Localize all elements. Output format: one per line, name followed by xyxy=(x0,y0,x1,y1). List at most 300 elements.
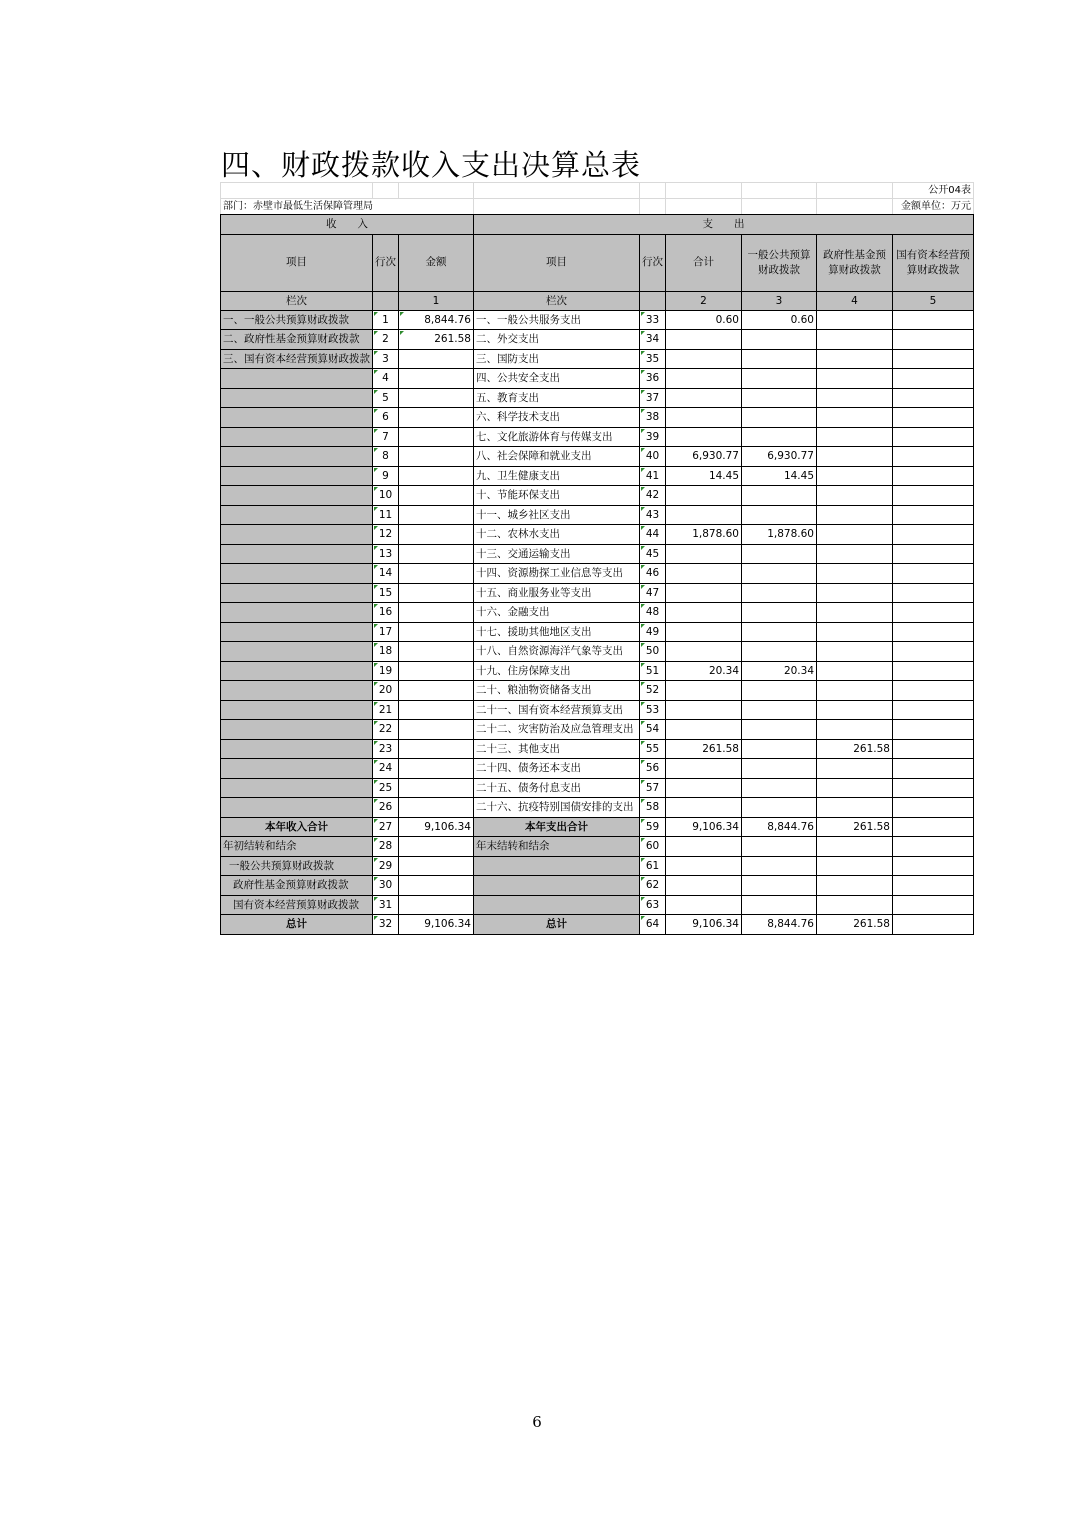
expense-item: 十六、金融支出 xyxy=(474,603,640,623)
expense-item xyxy=(474,856,640,876)
expense-line-no: 52 xyxy=(640,681,666,701)
income-line-no: 19 xyxy=(373,661,399,681)
gov-fund-amount: 261.58 xyxy=(817,817,893,837)
income-item xyxy=(221,700,373,720)
state-capital-amount xyxy=(893,330,974,350)
column-index: 5 xyxy=(893,291,974,310)
income-item xyxy=(221,778,373,798)
expense-item: 总计 xyxy=(474,915,640,935)
expense-line-no: 49 xyxy=(640,622,666,642)
col-header-total: 合计 xyxy=(666,234,742,291)
expense-item: 十九、住房保障支出 xyxy=(474,661,640,681)
gov-fund-amount xyxy=(817,603,893,623)
carryover-row xyxy=(221,856,974,876)
income-line-no: 23 xyxy=(373,739,399,759)
state-capital-amount xyxy=(893,622,974,642)
col-header-state-capital: 国有资本经营预算财政拨款 xyxy=(893,234,974,291)
expense-total: 1,878.60 xyxy=(666,525,742,545)
general-budget-amount xyxy=(742,642,817,662)
general-budget-amount xyxy=(742,778,817,798)
income-amount: 9,106.34 xyxy=(399,817,474,837)
gov-fund-amount xyxy=(817,447,893,467)
expense-total xyxy=(666,603,742,623)
table-row xyxy=(221,486,974,506)
income-amount xyxy=(399,544,474,564)
gov-fund-amount xyxy=(817,408,893,428)
expense-item xyxy=(474,895,640,915)
expense-total xyxy=(666,895,742,915)
expense-total xyxy=(666,330,742,350)
general-budget-amount xyxy=(742,681,817,701)
income-line-no: 10 xyxy=(373,486,399,506)
income-item: 国有资本经营预算财政拨款 xyxy=(221,895,373,915)
state-capital-amount xyxy=(893,817,974,837)
table-row xyxy=(221,661,974,681)
general-budget-amount: 20.34 xyxy=(742,661,817,681)
gov-fund-amount xyxy=(817,720,893,740)
expense-total xyxy=(666,544,742,564)
expense-item: 二十、粮油物资储备支出 xyxy=(474,681,640,701)
meta-cell xyxy=(221,183,373,199)
income-line-no: 32 xyxy=(373,915,399,935)
expense-line-no: 50 xyxy=(640,642,666,662)
expense-total xyxy=(666,486,742,506)
state-capital-amount xyxy=(893,661,974,681)
expense-total xyxy=(666,642,742,662)
state-capital-amount xyxy=(893,895,974,915)
expense-line-no: 51 xyxy=(640,661,666,681)
expense-line-no: 45 xyxy=(640,544,666,564)
income-item xyxy=(221,661,373,681)
general-budget-amount: 8,844.76 xyxy=(742,817,817,837)
gov-fund-amount xyxy=(817,349,893,369)
income-line-no: 25 xyxy=(373,778,399,798)
state-capital-amount xyxy=(893,856,974,876)
gov-fund-amount xyxy=(817,778,893,798)
income-item xyxy=(221,603,373,623)
col-header-general-budget: 一般公共预算财政拨款 xyxy=(742,234,817,291)
state-capital-amount xyxy=(893,603,974,623)
table-row xyxy=(221,525,974,545)
income-amount xyxy=(399,369,474,389)
expense-total xyxy=(666,369,742,389)
income-line-no: 31 xyxy=(373,895,399,915)
income-line-no: 24 xyxy=(373,759,399,779)
income-item: 年初结转和结余 xyxy=(221,837,373,857)
col-header-line-no: 行次 xyxy=(640,234,666,291)
income-item: 政府性基金预算财政拨款 xyxy=(221,876,373,896)
general-budget-amount: 8,844.76 xyxy=(742,915,817,935)
gov-fund-amount xyxy=(817,700,893,720)
income-amount xyxy=(399,583,474,603)
general-budget-amount xyxy=(742,720,817,740)
income-item xyxy=(221,447,373,467)
carryover-row xyxy=(221,876,974,896)
state-capital-amount xyxy=(893,408,974,428)
expense-item: 十、节能环保支出 xyxy=(474,486,640,506)
income-amount xyxy=(399,349,474,369)
expense-item: 十七、援助其他地区支出 xyxy=(474,622,640,642)
income-item xyxy=(221,505,373,525)
expense-total xyxy=(666,856,742,876)
expense-line-no: 56 xyxy=(640,759,666,779)
expense-total: 0.60 xyxy=(666,310,742,330)
gov-fund-amount xyxy=(817,369,893,389)
grand-total-row xyxy=(221,915,974,935)
income-line-no: 30 xyxy=(373,876,399,896)
income-item xyxy=(221,564,373,584)
expense-line-no: 59 xyxy=(640,817,666,837)
income-amount xyxy=(399,408,474,428)
general-budget-amount xyxy=(742,583,817,603)
income-line-no: 18 xyxy=(373,642,399,662)
table-row xyxy=(221,603,974,623)
income-amount xyxy=(399,388,474,408)
gov-fund-amount xyxy=(817,330,893,350)
table-row xyxy=(221,622,974,642)
income-amount xyxy=(399,427,474,447)
income-amount xyxy=(399,700,474,720)
income-item: 二、政府性基金预算财政拨款 xyxy=(221,330,373,350)
general-budget-amount xyxy=(742,408,817,428)
general-budget-amount: 0.60 xyxy=(742,310,817,330)
general-budget-amount xyxy=(742,798,817,818)
gov-fund-amount xyxy=(817,622,893,642)
fiscal-summary-table xyxy=(220,182,974,935)
income-amount: 261.58 xyxy=(399,330,474,350)
general-budget-amount xyxy=(742,427,817,447)
expense-total xyxy=(666,720,742,740)
table-row xyxy=(221,564,974,584)
expense-total xyxy=(666,876,742,896)
income-line-no: 20 xyxy=(373,681,399,701)
general-budget-amount: 14.45 xyxy=(742,466,817,486)
general-budget-amount xyxy=(742,876,817,896)
table-row xyxy=(221,310,974,330)
table-row xyxy=(221,408,974,428)
expense-line-no: 33 xyxy=(640,310,666,330)
expense-line-no: 36 xyxy=(640,369,666,389)
income-line-no: 27 xyxy=(373,817,399,837)
state-capital-amount xyxy=(893,720,974,740)
column-index-label: 栏次 xyxy=(474,291,640,310)
income-line-no: 29 xyxy=(373,856,399,876)
expense-total xyxy=(666,837,742,857)
expense-item: 二十六、抗疫特别国债安排的支出 xyxy=(474,798,640,818)
table-row xyxy=(221,388,974,408)
expense-line-no: 46 xyxy=(640,564,666,584)
state-capital-amount xyxy=(893,876,974,896)
income-item xyxy=(221,525,373,545)
col-header-item: 项目 xyxy=(221,234,373,291)
general-budget-amount xyxy=(742,895,817,915)
expense-item: 本年支出合计 xyxy=(474,817,640,837)
general-budget-amount xyxy=(742,486,817,506)
table-row xyxy=(221,330,974,350)
state-capital-amount xyxy=(893,700,974,720)
expense-item: 十二、农林水支出 xyxy=(474,525,640,545)
income-amount xyxy=(399,525,474,545)
income-amount xyxy=(399,837,474,857)
income-amount xyxy=(399,759,474,779)
general-budget-amount: 6,930.77 xyxy=(742,447,817,467)
expense-line-no: 48 xyxy=(640,603,666,623)
expense-item: 十四、资源勘探工业信息等支出 xyxy=(474,564,640,584)
state-capital-amount xyxy=(893,486,974,506)
income-item xyxy=(221,466,373,486)
table-row xyxy=(221,642,974,662)
income-item xyxy=(221,739,373,759)
expense-line-no: 37 xyxy=(640,388,666,408)
gov-fund-amount xyxy=(817,466,893,486)
column-index: 4 xyxy=(817,291,893,310)
expense-item: 二十一、国有资本经营预算支出 xyxy=(474,700,640,720)
income-line-no: 7 xyxy=(373,427,399,447)
gov-fund-amount xyxy=(817,837,893,857)
expense-line-no: 41 xyxy=(640,466,666,486)
state-capital-amount xyxy=(893,388,974,408)
expense-total xyxy=(666,759,742,779)
income-line-no: 9 xyxy=(373,466,399,486)
table-row xyxy=(221,759,974,779)
income-item xyxy=(221,622,373,642)
state-capital-amount xyxy=(893,759,974,779)
state-capital-amount xyxy=(893,447,974,467)
table-row xyxy=(221,466,974,486)
expense-total xyxy=(666,505,742,525)
expense-total xyxy=(666,681,742,701)
income-item: 一般公共预算财政拨款 xyxy=(221,856,373,876)
table-row xyxy=(221,739,974,759)
income-line-no: 8 xyxy=(373,447,399,467)
income-amount xyxy=(399,661,474,681)
expense-line-no: 38 xyxy=(640,408,666,428)
expense-line-no: 43 xyxy=(640,505,666,525)
state-capital-amount xyxy=(893,583,974,603)
col-header-amount: 金额 xyxy=(399,234,474,291)
income-item xyxy=(221,798,373,818)
income-line-no: 3 xyxy=(373,349,399,369)
income-line-no: 12 xyxy=(373,525,399,545)
income-line-no: 14 xyxy=(373,564,399,584)
income-item xyxy=(221,720,373,740)
expense-item: 二十三、其他支出 xyxy=(474,739,640,759)
table-row xyxy=(221,583,974,603)
general-budget-amount xyxy=(742,603,817,623)
income-amount xyxy=(399,856,474,876)
expense-total xyxy=(666,798,742,818)
income-item: 本年收入合计 xyxy=(221,817,373,837)
gov-fund-amount xyxy=(817,798,893,818)
gov-fund-amount xyxy=(817,895,893,915)
expense-line-no: 53 xyxy=(640,700,666,720)
expense-line-no: 42 xyxy=(640,486,666,506)
income-amount xyxy=(399,505,474,525)
income-item: 总计 xyxy=(221,915,373,935)
table-row xyxy=(221,778,974,798)
income-item xyxy=(221,642,373,662)
expense-item: 八、社会保障和就业支出 xyxy=(474,447,640,467)
expense-line-no: 47 xyxy=(640,583,666,603)
income-line-no: 17 xyxy=(373,622,399,642)
income-item: 三、国有资本经营预算财政拨款 xyxy=(221,349,373,369)
state-capital-amount xyxy=(893,798,974,818)
income-line-no: 26 xyxy=(373,798,399,818)
state-capital-amount xyxy=(893,427,974,447)
state-capital-amount xyxy=(893,681,974,701)
general-budget-amount xyxy=(742,759,817,779)
expense-line-no: 64 xyxy=(640,915,666,935)
income-item xyxy=(221,759,373,779)
expense-line-no: 63 xyxy=(640,895,666,915)
form-code: 公开04表 xyxy=(893,183,974,199)
general-budget-amount xyxy=(742,700,817,720)
expense-line-no: 60 xyxy=(640,837,666,857)
income-amount xyxy=(399,486,474,506)
expense-line-no: 54 xyxy=(640,720,666,740)
unit-label: 金额单位：万元 xyxy=(893,199,974,215)
income-line-no: 6 xyxy=(373,408,399,428)
expense-line-no: 62 xyxy=(640,876,666,896)
gov-fund-amount xyxy=(817,759,893,779)
expense-total xyxy=(666,408,742,428)
income-item xyxy=(221,486,373,506)
general-budget-amount xyxy=(742,622,817,642)
page-title: 四、财政拨款收入支出决算总表 xyxy=(221,148,642,182)
income-line-no: 16 xyxy=(373,603,399,623)
expense-total: 14.45 xyxy=(666,466,742,486)
income-item xyxy=(221,369,373,389)
income-amount: 9,106.34 xyxy=(399,915,474,935)
expense-line-no: 55 xyxy=(640,739,666,759)
income-amount xyxy=(399,798,474,818)
gov-fund-amount xyxy=(817,310,893,330)
gov-fund-amount xyxy=(817,505,893,525)
col-header-item: 项目 xyxy=(474,234,640,291)
general-budget-amount: 1,878.60 xyxy=(742,525,817,545)
general-budget-amount xyxy=(742,388,817,408)
general-budget-amount xyxy=(742,330,817,350)
gov-fund-amount xyxy=(817,427,893,447)
expense-item: 十八、自然资源海洋气象等支出 xyxy=(474,642,640,662)
table-row xyxy=(221,798,974,818)
state-capital-amount xyxy=(893,642,974,662)
income-line-no: 28 xyxy=(373,837,399,857)
gov-fund-amount xyxy=(817,876,893,896)
income-amount xyxy=(399,895,474,915)
state-capital-amount xyxy=(893,310,974,330)
col-header-gov-fund: 政府性基金预算财政拨款 xyxy=(817,234,893,291)
gov-fund-amount xyxy=(817,583,893,603)
expense-item: 十五、商业服务业等支出 xyxy=(474,583,640,603)
table-row xyxy=(221,720,974,740)
general-budget-amount xyxy=(742,739,817,759)
state-capital-amount xyxy=(893,837,974,857)
income-line-no: 2 xyxy=(373,330,399,350)
income-amount xyxy=(399,876,474,896)
expense-total: 9,106.34 xyxy=(666,915,742,935)
expense-line-no: 44 xyxy=(640,525,666,545)
expense-line-no: 35 xyxy=(640,349,666,369)
income-line-no: 11 xyxy=(373,505,399,525)
gov-fund-amount: 261.58 xyxy=(817,915,893,935)
expense-item: 四、公共安全支出 xyxy=(474,369,640,389)
income-item xyxy=(221,583,373,603)
expense-total xyxy=(666,778,742,798)
department-label: 部门：赤壁市最低生活保障管理局 xyxy=(221,199,474,215)
expense-line-no: 61 xyxy=(640,856,666,876)
state-capital-amount xyxy=(893,915,974,935)
income-line-no: 5 xyxy=(373,388,399,408)
income-amount xyxy=(399,447,474,467)
expense-item: 十一、城乡社区支出 xyxy=(474,505,640,525)
gov-fund-amount xyxy=(817,661,893,681)
expense-item: 二、外交支出 xyxy=(474,330,640,350)
state-capital-amount xyxy=(893,525,974,545)
general-budget-amount xyxy=(742,505,817,525)
income-amount xyxy=(399,564,474,584)
table-row xyxy=(221,369,974,389)
income-amount xyxy=(399,681,474,701)
income-amount xyxy=(399,603,474,623)
table-row xyxy=(221,505,974,525)
year-total-row xyxy=(221,817,974,837)
expense-total: 9,106.34 xyxy=(666,817,742,837)
expense-item: 二十四、债务还本支出 xyxy=(474,759,640,779)
expense-item: 二十五、债务付息支出 xyxy=(474,778,640,798)
expense-total xyxy=(666,427,742,447)
income-amount xyxy=(399,466,474,486)
income-item xyxy=(221,388,373,408)
expense-item: 年末结转和结余 xyxy=(474,837,640,857)
carryover-row xyxy=(221,895,974,915)
income-line-no: 1 xyxy=(373,310,399,330)
gov-fund-amount xyxy=(817,544,893,564)
expense-total xyxy=(666,564,742,584)
general-budget-amount xyxy=(742,369,817,389)
col-header-line-no: 行次 xyxy=(373,234,399,291)
state-capital-amount xyxy=(893,544,974,564)
expense-line-no: 57 xyxy=(640,778,666,798)
state-capital-amount xyxy=(893,369,974,389)
income-line-no: 13 xyxy=(373,544,399,564)
expense-item: 五、教育支出 xyxy=(474,388,640,408)
table-row xyxy=(221,349,974,369)
gov-fund-amount: 261.58 xyxy=(817,739,893,759)
income-line-no: 15 xyxy=(373,583,399,603)
state-capital-amount xyxy=(893,778,974,798)
expense-item: 九、卫生健康支出 xyxy=(474,466,640,486)
expense-line-no: 58 xyxy=(640,798,666,818)
income-line-no: 22 xyxy=(373,720,399,740)
gov-fund-amount xyxy=(817,564,893,584)
general-budget-amount xyxy=(742,349,817,369)
general-budget-amount xyxy=(742,564,817,584)
income-amount xyxy=(399,739,474,759)
general-budget-amount xyxy=(742,544,817,564)
expense-total xyxy=(666,349,742,369)
column-index: 2 xyxy=(666,291,742,310)
expense-item: 六、科学技术支出 xyxy=(474,408,640,428)
table-row xyxy=(221,544,974,564)
income-amount xyxy=(399,778,474,798)
column-index-label: 栏次 xyxy=(221,291,373,310)
expense-total xyxy=(666,388,742,408)
income-item xyxy=(221,427,373,447)
income-amount xyxy=(399,642,474,662)
state-capital-amount xyxy=(893,505,974,525)
expense-total xyxy=(666,622,742,642)
